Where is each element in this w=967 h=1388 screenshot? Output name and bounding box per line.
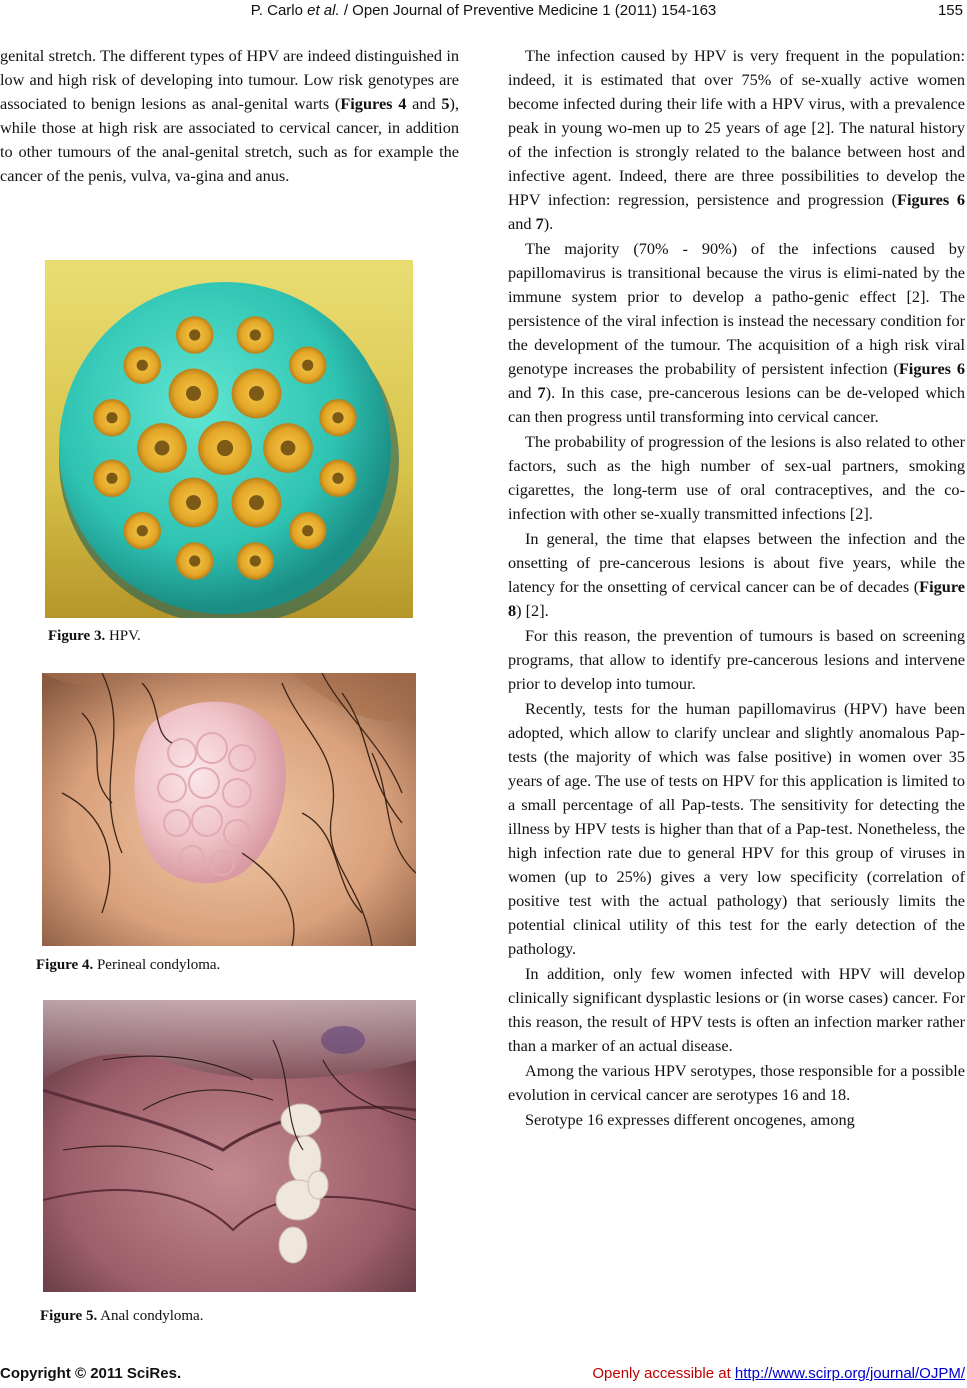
left-column	[0, 44, 459, 188]
anal-condyloma-photo	[43, 1000, 416, 1292]
figure-ref: Figures 6	[898, 359, 966, 378]
figure-ref: Figures 6	[897, 190, 965, 209]
hpv-virus-illustration	[45, 260, 413, 618]
copyright: Copyright © 2011 SciRes.	[0, 1365, 182, 1382]
capsomer-center	[186, 495, 201, 510]
figure-5-image	[43, 1000, 416, 1292]
capsomer-center	[106, 473, 117, 484]
page-footer	[0, 1365, 967, 1387]
capsomer-center	[332, 412, 343, 423]
running-title-authors: P. Carlo	[250, 2, 308, 19]
right-column	[508, 44, 965, 1132]
figure-4-caption: Figure 4. Perineal condyloma.	[36, 957, 221, 973]
paragraph-5: For this reason, the prevention of tumours is based on screening programs, that allow to identify pre-cancerous lesions and intervene prior to develop into tumour.	[508, 626, 965, 693]
paragraph-7: In addition, only few women infected with HPV will develop clinically significant dysplastic lesions or (in worse cases) cancer. For this reason, the result of HPV tests is often an infection marker rather than a marker of an actual disease.	[508, 964, 965, 1055]
figure-ref: 5	[441, 94, 450, 113]
capsomer-center	[250, 555, 261, 566]
capsomer-center	[189, 329, 200, 340]
capsomer-center	[332, 473, 343, 484]
capsomer-center	[249, 495, 264, 510]
capsomer-center	[106, 412, 117, 423]
capsomer-center	[249, 386, 264, 401]
paragraph-3: The probability of progression of the lesions is also related to other factors, such as the high number of sex-ual partners, smoking cigarettes, the long-term use of oral contraceptives, and the co-infection with other se-xually transmitted infections [2].	[508, 432, 965, 523]
capsomer-center	[137, 525, 148, 536]
running-title-journal: / Open Journal of Preventive Medicine 1 (2011) 154-163	[339, 2, 717, 19]
page-number: 155	[937, 2, 963, 19]
figure-4-image	[42, 673, 416, 946]
running-header	[0, 2, 967, 22]
paragraph-6: Recently, tests for the human papillomavirus (HPV) have been adopted, which allow to clarify unclear and slightly anomalous Pap-tests (the majority of which was false positive) in women over 35 years of age. The use of tests on HPV for this application is limited to a small percentage of all Pap-tests. The sensitivity for detecting the illness by HPV tests is higher than that of a Pap-test. Nonetheless, the high infection rate due to general HPV for this group of viruses in women (up to 25%) gives a very low specificity (correlation of positive test with the actual pathology) that seriously limits the potential clinical utility of this test for the early detection of the pathology.	[508, 699, 965, 958]
capsomer-center	[281, 441, 296, 456]
capsomer-center	[302, 360, 313, 371]
figure-ref: Figures 4	[340, 94, 407, 113]
capsomer-center	[302, 525, 313, 536]
left-paragraph: genital stretch. The different types of HPV are indeed distinguished in low and high risk of developing into tumour. Low risk genotypes are associated to benign lesions as anal-genital warts (Figures 4 and 5), while those at high risk are associated to cervical cancer, in addition to other tumours of the anal-genital stretch, such as for example the cancer of the penis, vulva, va-gina and anus.	[0, 46, 460, 185]
figure-3-caption: Figure 3. HPV.	[48, 628, 141, 644]
paragraph-1: The infection caused by HPV is very frequent in the population: indeed, it is estimated that over 75% of se-xually active women become infected during their life with a HPV virus, with a prevalence peak in young wo-men up to 25 years of age [2]. The natural history of the infection is strongly related to the balance between host and infective agent. Indeed, there are three possibilities to develop the HPV infection: regression, persistence and progression (Figures 6 and 7).	[508, 46, 965, 233]
figure-ref: Figure 8	[508, 577, 965, 620]
running-title	[0, 2, 967, 19]
paragraph-8: Among the various HPV serotypes, those responsible for a possible evolution in cervical cancer are serotypes 16 and 18.	[508, 1061, 965, 1104]
figure-5-caption: Figure 5. Anal condyloma.	[40, 1308, 204, 1324]
capsomer-center	[137, 360, 148, 371]
capsomer-center	[155, 441, 170, 456]
paragraph-9: Serotype 16 expresses different oncogenes, among	[525, 1110, 855, 1129]
perineal-condyloma-photo	[42, 673, 416, 946]
open-access-note: Openly accessible at http://www.scirp.org/journal/OJPM/	[592, 1365, 965, 1382]
capsomer-center	[186, 386, 201, 401]
paragraph-4: In general, the time that elapses between the infection and the onsetting of pre-cancerous lesions is about five years, while the latency for the onsetting of cervical cancer can be of decades (Figure 8) [2].	[508, 529, 965, 620]
capsomer-center	[189, 555, 200, 566]
capsomer-center	[250, 329, 261, 340]
paragraph-2: The majority (70% - 90%) of the infections caused by papillomavirus is transitional because the virus is elimi-nated by the immune system prior to develop a patho-genic effect [2]. The persistence of the viral infection is instead the necessary condition for the development of the tumour. The acquisition of a high risk viral genotype increases the probability of persistent infection (Figures 6 and 7). In this case, pre-cancerous lesions can be de-veloped which can then progress until transforming into cervical cancer.	[508, 239, 966, 426]
journal-link[interactable]: http://www.scirp.org/journal/OJPM/	[734, 1365, 965, 1382]
figure-ref: 7	[537, 383, 546, 402]
running-title-etal: et al.	[307, 2, 340, 19]
figure-3-image	[45, 260, 413, 618]
figure-ref: 7	[535, 214, 544, 233]
capsomer-center	[217, 440, 233, 456]
